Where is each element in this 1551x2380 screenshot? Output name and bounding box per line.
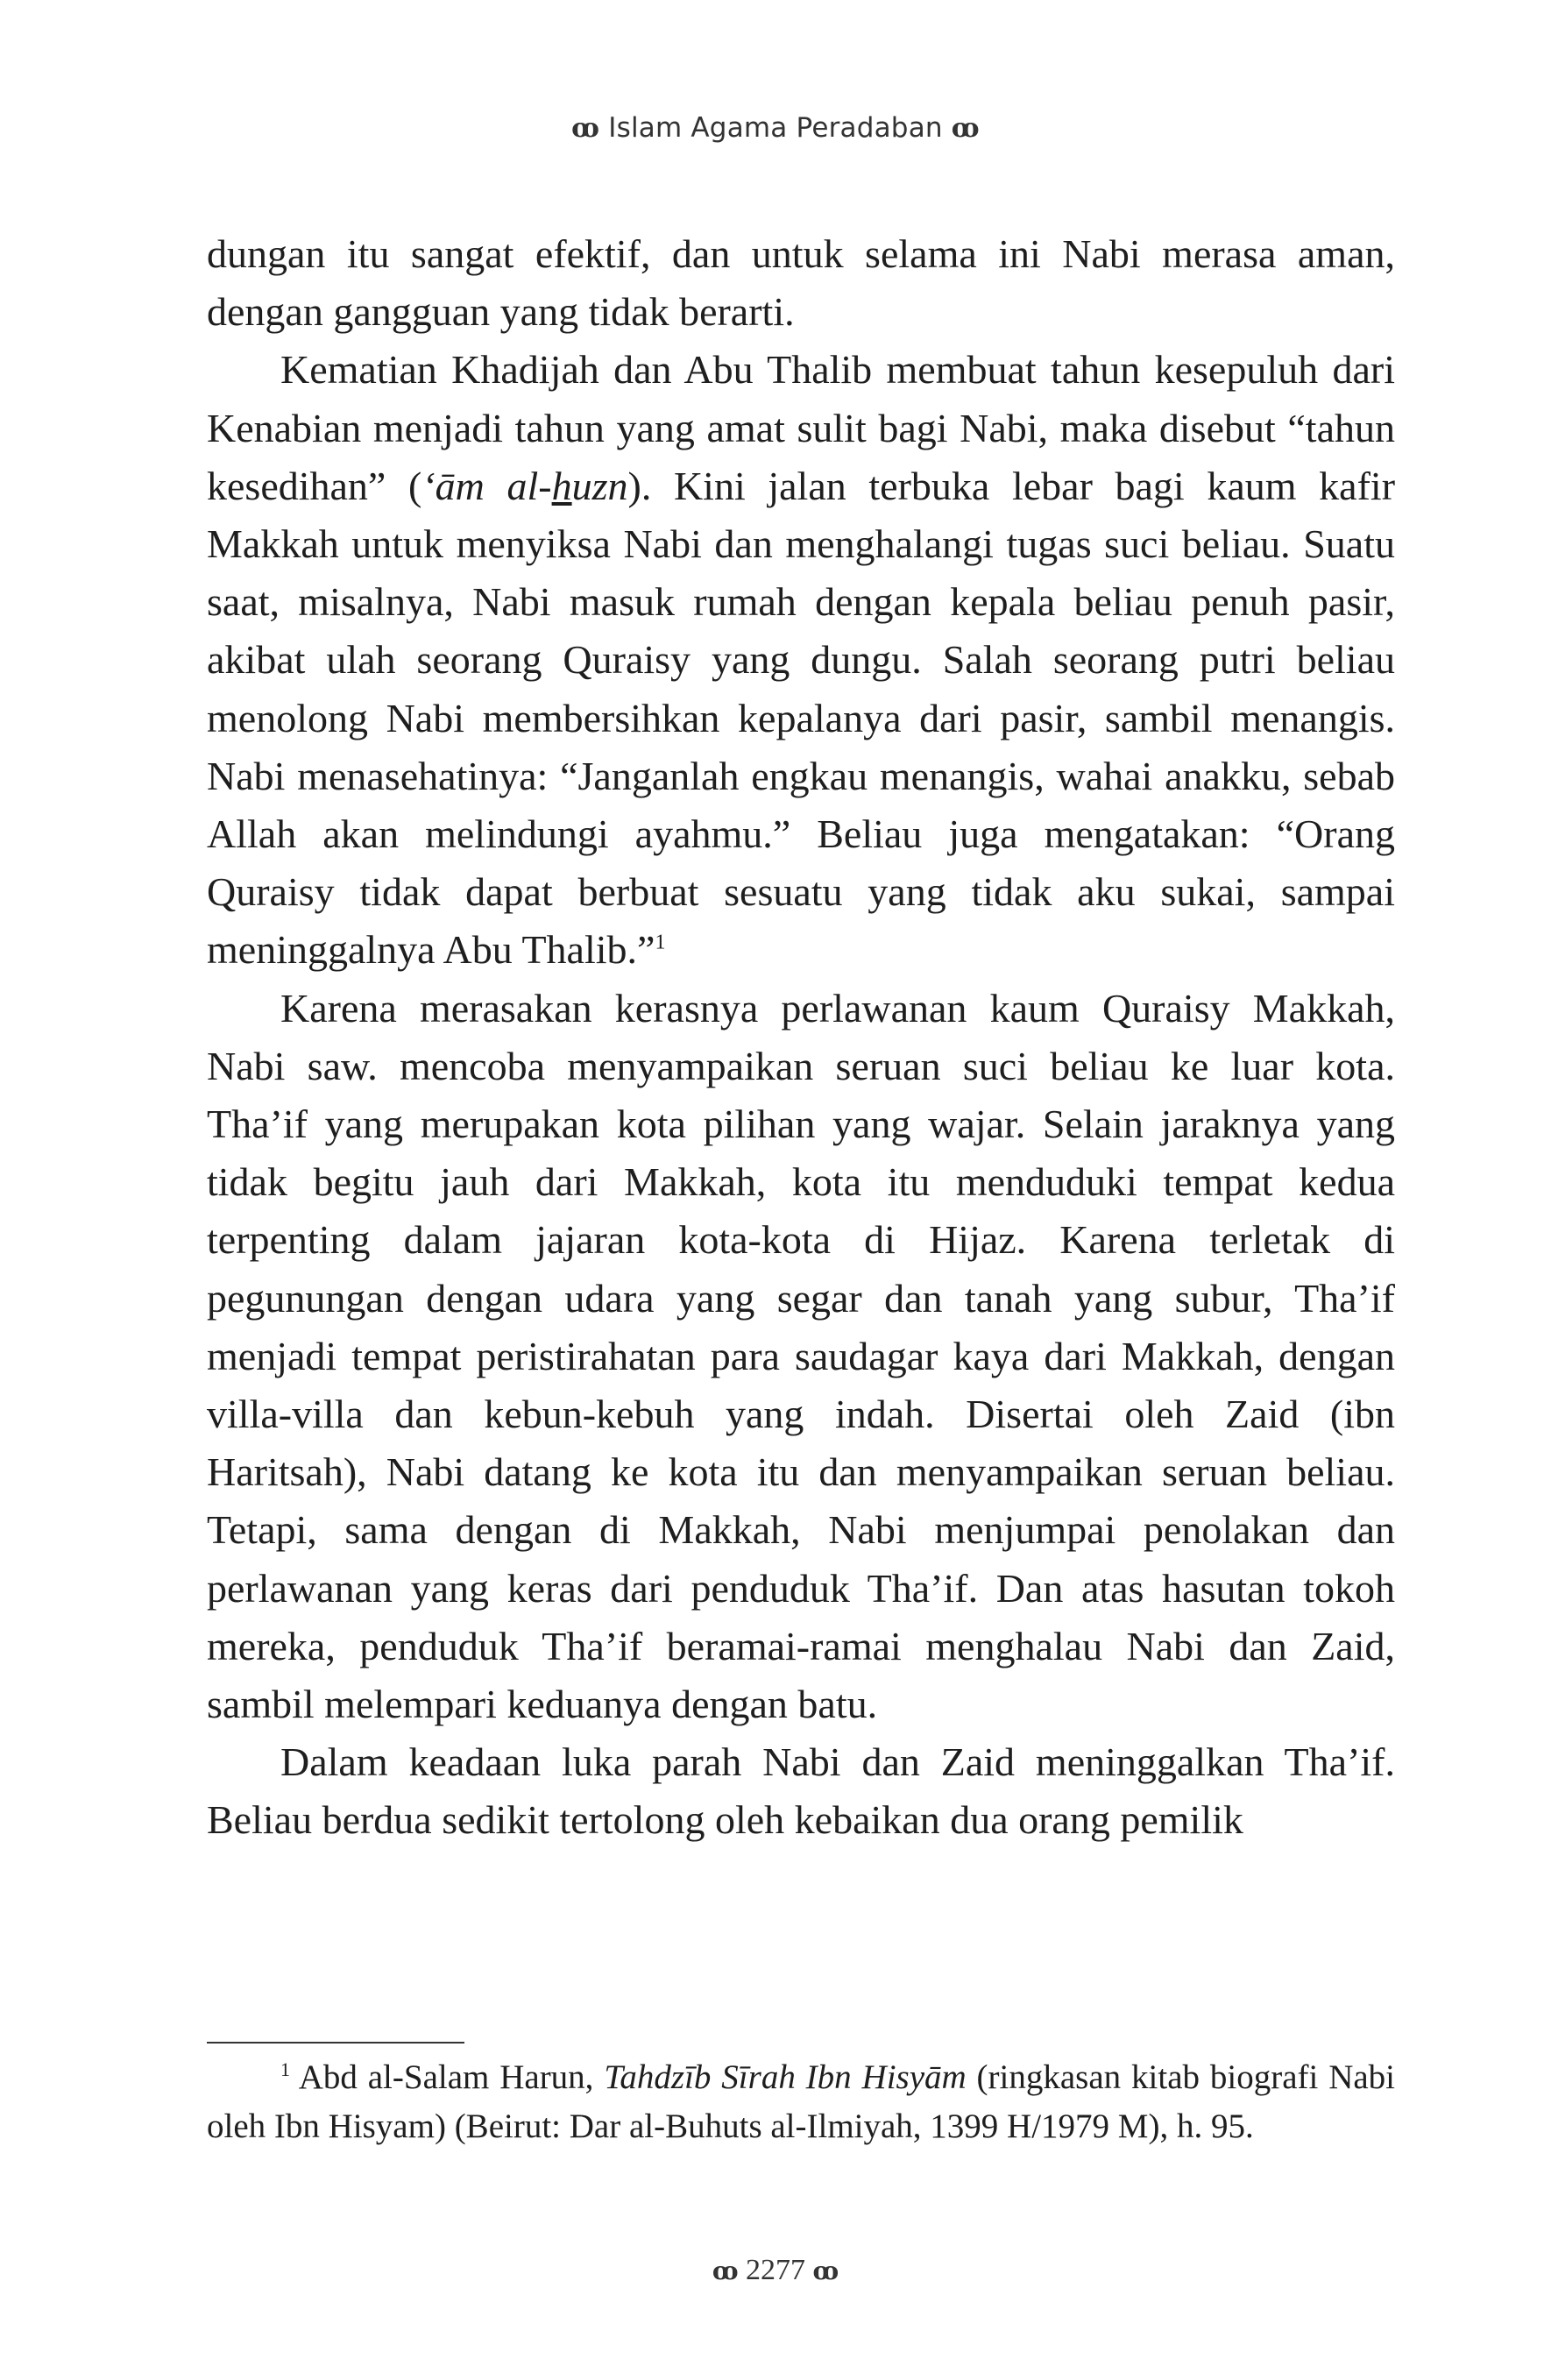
paragraph-2-text-a: Kematian Khadijah dan Abu Thalib membuat tahun kesepuluh dari Kenabian menjadi tahun yang amat sulit bagi Nabi, maka disebut “tahun kesedihan” ( xyxy=(207,347,1395,508)
footnote-separator xyxy=(207,2042,464,2044)
transliteration-am-al-huzn xyxy=(421,464,627,508)
transliteration-part-1: ‘ām al- xyxy=(421,463,552,508)
paragraph-4: Dalam keadaan luka parah Nabi dan Zaid meninggalkan Tha’if. Beliau berdua sedikit tertolong oleh kebaikan dua orang pemilik xyxy=(207,1739,1395,1843)
page-number: 2277 xyxy=(746,2254,805,2286)
paragraph-3: Karena merasakan kerasnya perlawanan kaum Quraisy Makkah, Nabi saw. mencoba menyampaikan seruan suci beliau ke luar kota. Tha’if yang merupakan kota pilihan yang wajar. Selain jaraknya yang tidak begitu jauh dari Makkah, kota itu menduduki tempat kedua terpenting dalam jajaran kota-kota di Hijaz. Karena terletak di pegunungan dengan udara yang segar dan tanah yang subur, Tha’if menjadi tempat peristirahatan para saudagar kaya dari Makkah, dengan villa-villa dan kebun-kebuh yang indah. Disertai oleh Zaid (ibn Haritsah), Nabi datang ke kota itu dan menyampaikan seruan beliau. Tetapi, sama dengan di Makkah, Nabi menjumpai penolakan dan perlawanan yang keras dari penduduk Tha’if. Dan atas hasutan tokoh mereka, penduduk Tha’if beramai-ramai menghalau Nabi dan Zaid, sambil melempari keduanya dengan batu. xyxy=(207,985,1395,1727)
folio-ornament-left-icon: ꝏ xyxy=(712,2256,739,2285)
footnote-citation: (ringkasan kitab biografi Nabi oleh Ibn Hisyam) (Beirut: Dar al-Buhuts al-Ilmiyah, 1399 H/1979 M), h. 95. xyxy=(207,2058,1396,2145)
running-header xyxy=(0,112,1551,144)
transliteration-part-3: uzn xyxy=(571,463,628,508)
ornament-right-icon: ꝏ xyxy=(951,113,980,144)
running-header-title: Islam Agama Peradaban xyxy=(608,112,943,144)
transliteration-part-2: h xyxy=(551,463,572,508)
footnote xyxy=(207,2053,1395,2151)
body-text xyxy=(207,225,1395,1850)
paragraph-1: dungan itu sangat efektif, dan untuk selama ini Nabi merasa aman, dengan gangguan yang tidak berarti. xyxy=(207,231,1395,335)
footnote-author: Abd al-Salam Harun, xyxy=(290,2058,605,2096)
footnote-reference: 1 xyxy=(655,931,666,955)
ornament-left-icon: ꝏ xyxy=(571,113,600,144)
footnote-number: 1 xyxy=(280,2058,290,2080)
page-footer xyxy=(0,2254,1551,2287)
paragraph-2 xyxy=(207,341,1395,979)
footnote-book-title: Tahdzīb Sīrah Ibn Hisyām xyxy=(604,2058,967,2096)
paragraph-2-text-b: ). Kini jalan terbuka lebar bagi kaum kafir Makkah untuk menyiksa Nabi dan menghalangi tugas suci beliau. Suatu saat, misalnya, Nabi masuk rumah dengan kepala beliau penuh pasir, akibat ulah seorang Quraisy yang dungu. Salah seorang putri beliau menolong Nabi membersihkan kepalanya dari pasir, sambil menangis. Nabi menasehatinya: “Janganlah engkau menangis, wahai anakku, sebab Allah akan melindungi ayahmu.” Beliau juga mengatakan: “Orang Quraisy tidak dapat berbuat sesuatu yang tidak aku sukai, sampai meninggalnya Abu Thalib.” xyxy=(207,463,1396,973)
folio-ornament-right-icon: ꝏ xyxy=(812,2256,839,2285)
footnote-text xyxy=(207,2053,1395,2151)
